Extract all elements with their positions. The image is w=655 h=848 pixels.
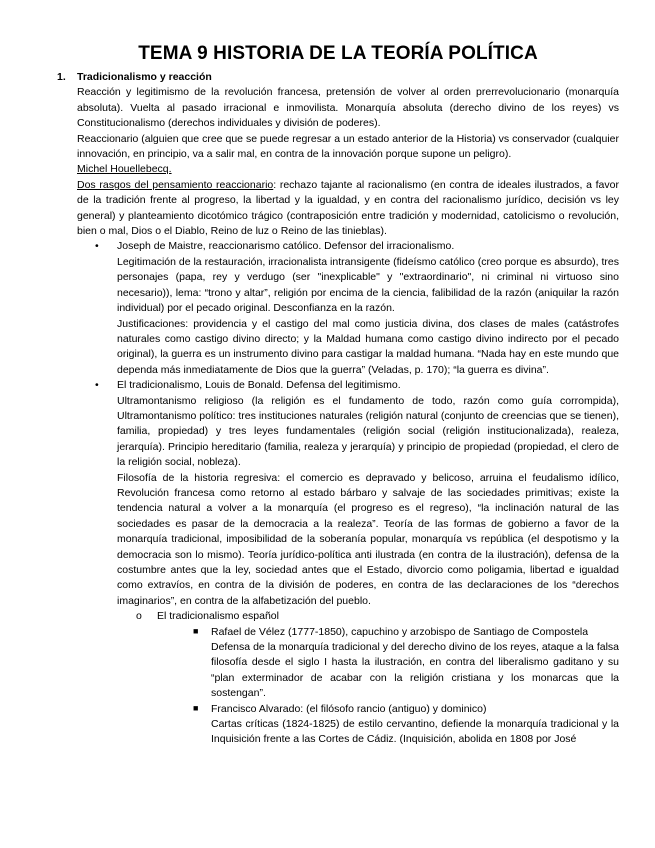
rasgos-paragraph (77, 178, 619, 240)
list-item-bonald (95, 378, 619, 748)
section-heading (57, 70, 619, 85)
bonald-paragraph-1: Ultramontanismo religioso (la religión es el fundamento de todo, razón como guía corrompida), Ultramontanismo político: tres instituciones naturales (religión natural (conjunto de creencias que se tienen), familia, propiedad) y tres leyes fundamentales (religión social (religión institucionalizada), realeza, jerarquía). Principio hereditario (familia, realeza y jerarquía) y principio de propiedad (propiedad, el clero de la religión social, nobleza). (117, 394, 619, 469)
author-list (95, 239, 619, 747)
velez-heading: Rafael de Vélez (1777-1850), capuchino y arzobispo de Santiago de Compostela (211, 625, 589, 638)
intro-paragraph: Reacción y legitimismo de la revolución francesa, pretensión de volver al orden prerrevolucionario (monarquía absoluta). Vuelta al pasado irracional e inmovilista. Monarquía absoluta (derecho divino de los reyes) vs Constitucionalismo (derechos individuales y división de poderes). (77, 86, 619, 130)
section-number: 1. (57, 71, 66, 83)
bonald-paragraph-2: Filosofía de la historia regresiva: el comercio es depravado y belicoso, arruina el feudalismo idílico, Revolución francesa como retorno al estado bárbaro y salvaje de las sociedades primitivas; existe la tendencia natural a volver a la monarquía (el progreso es el regreso), “la inclinación natural de las sociedades es pasar de la democracia a la realeza”. Teoría de las formas de gobierno a favor de la monarquía tradicional, imposibilidad de la soberanía popular, monarquía vs república (el despotismo y la democracia son lo mismo). Teoría jurídico-política anti ilustrada (en contra de la ilustración), defensa de la costumbre antes que la ley, sociedad antes que el Estado, divorcio como poligamia, libertad e igualdad como extravíos, en contra de la división de poderes, en contra de las declaraciones de los “derechos imaginarios”, en contra de la alfabetización del pueblo. (117, 471, 619, 607)
maistre-paragraph-1: Legitimación de la restauración, irracionalista intransigente (fideísmo católico (creo porque es absurdo), tres personajes (papa, rey y verdugo (ser "inexplicable" y "extraordinario", ni criminal ni virtuoso sino necesario)), lema: “trono y altar”, religión por encima de la ciencia, falibilidad de la razón (aniquilar la razón individual) por el pecado original. Desconfianza en la razón. (117, 255, 619, 315)
list-item-maistre (95, 239, 619, 378)
section-heading-text: Tradicionalismo y reacción (77, 71, 212, 83)
circle-bullet-icon: o (136, 610, 142, 623)
maistre-heading: Joseph de Maistre, reaccionarismo católico. Defensor del irracionalismo. (117, 240, 455, 253)
reaccionario-paragraph: Reaccionario (alguien que cree que se puede regresar a un estado anterior de la Historia) vs conservador (cualquier innovación, en principio, va a salir mal, en contra de la innovación porque supone un peligro). (77, 132, 619, 161)
velez-text: Defensa de la monarquía tradicional y del derecho divino de los reyes, ataque a la falsa filosofía desde el siglo I hasta la ilustración, en contra del liberalismo gaditano y su “plan exterminador de acabar con la religión cristiana y los monarcas que la sostengan”. (211, 641, 619, 700)
bonald-heading: El tradicionalismo, Louis de Bonald. Defensa del legitimismo. (117, 379, 401, 392)
bullet-icon: • (95, 240, 99, 253)
spanish-authors (193, 625, 619, 748)
alvarado-heading: Francisco Alvarado: (el filósofo rancio (antiguo) y dominico) (211, 702, 487, 715)
spanish-heading: El tradicionalismo español (157, 610, 279, 623)
spanish-sublist (136, 609, 619, 748)
bullet-icon: • (95, 379, 99, 392)
list-item-spanish (136, 609, 619, 748)
rasgos-underlined: Dos rasgos del pensamiento reaccionario (77, 178, 274, 191)
document-title: TEMA 9 HISTORIA DE LA TEORÍA POLÍTICA (138, 43, 538, 64)
section-body (77, 85, 619, 747)
rasgos-text: : rechazo tajante al racionalismo (en contra de ideales ilustrados, a favor de la tradición frente al progreso, la libertad y la igualdad, y en contra del racionalismo jurídico, decisión vs ley general) y planteamiento dicotómico trágico (contraposición entre tradición y modernidad, catolicismo o revolución, bien o mal, Dios o el Diablo, Reino de luz o Reino de las tinieblas). (77, 178, 619, 238)
alvarado-text: Cartas críticas (1824-1825) de estilo cervantino, defiende la monarquía tradicional y la Inquisición frente a las Cortes de Cádiz. (Inquisición, abolida en 1808 por José (211, 718, 619, 746)
square-bullet-icon: ■ (193, 702, 199, 713)
maistre-paragraph-2: Justificaciones: providencia y el castigo del mal como justicia divina, dos clases de males (catástrofes naturales como castigo divino directo; y la Maldad humana como castigo divino indirecto por el pecado original), la guerra es un instrumento divino para castigar la maldad humana. “Nada hay en este mundo que dependa más inmediatamente de Dios que la guerra” (Veladas, p. 170); “la guerra es divina”. (117, 317, 619, 376)
houellebecq-line: Michel Houellebecq. (77, 163, 172, 176)
list-item-alvarado (193, 702, 619, 748)
list-item-velez (193, 625, 619, 702)
square-bullet-icon: ■ (193, 625, 199, 636)
